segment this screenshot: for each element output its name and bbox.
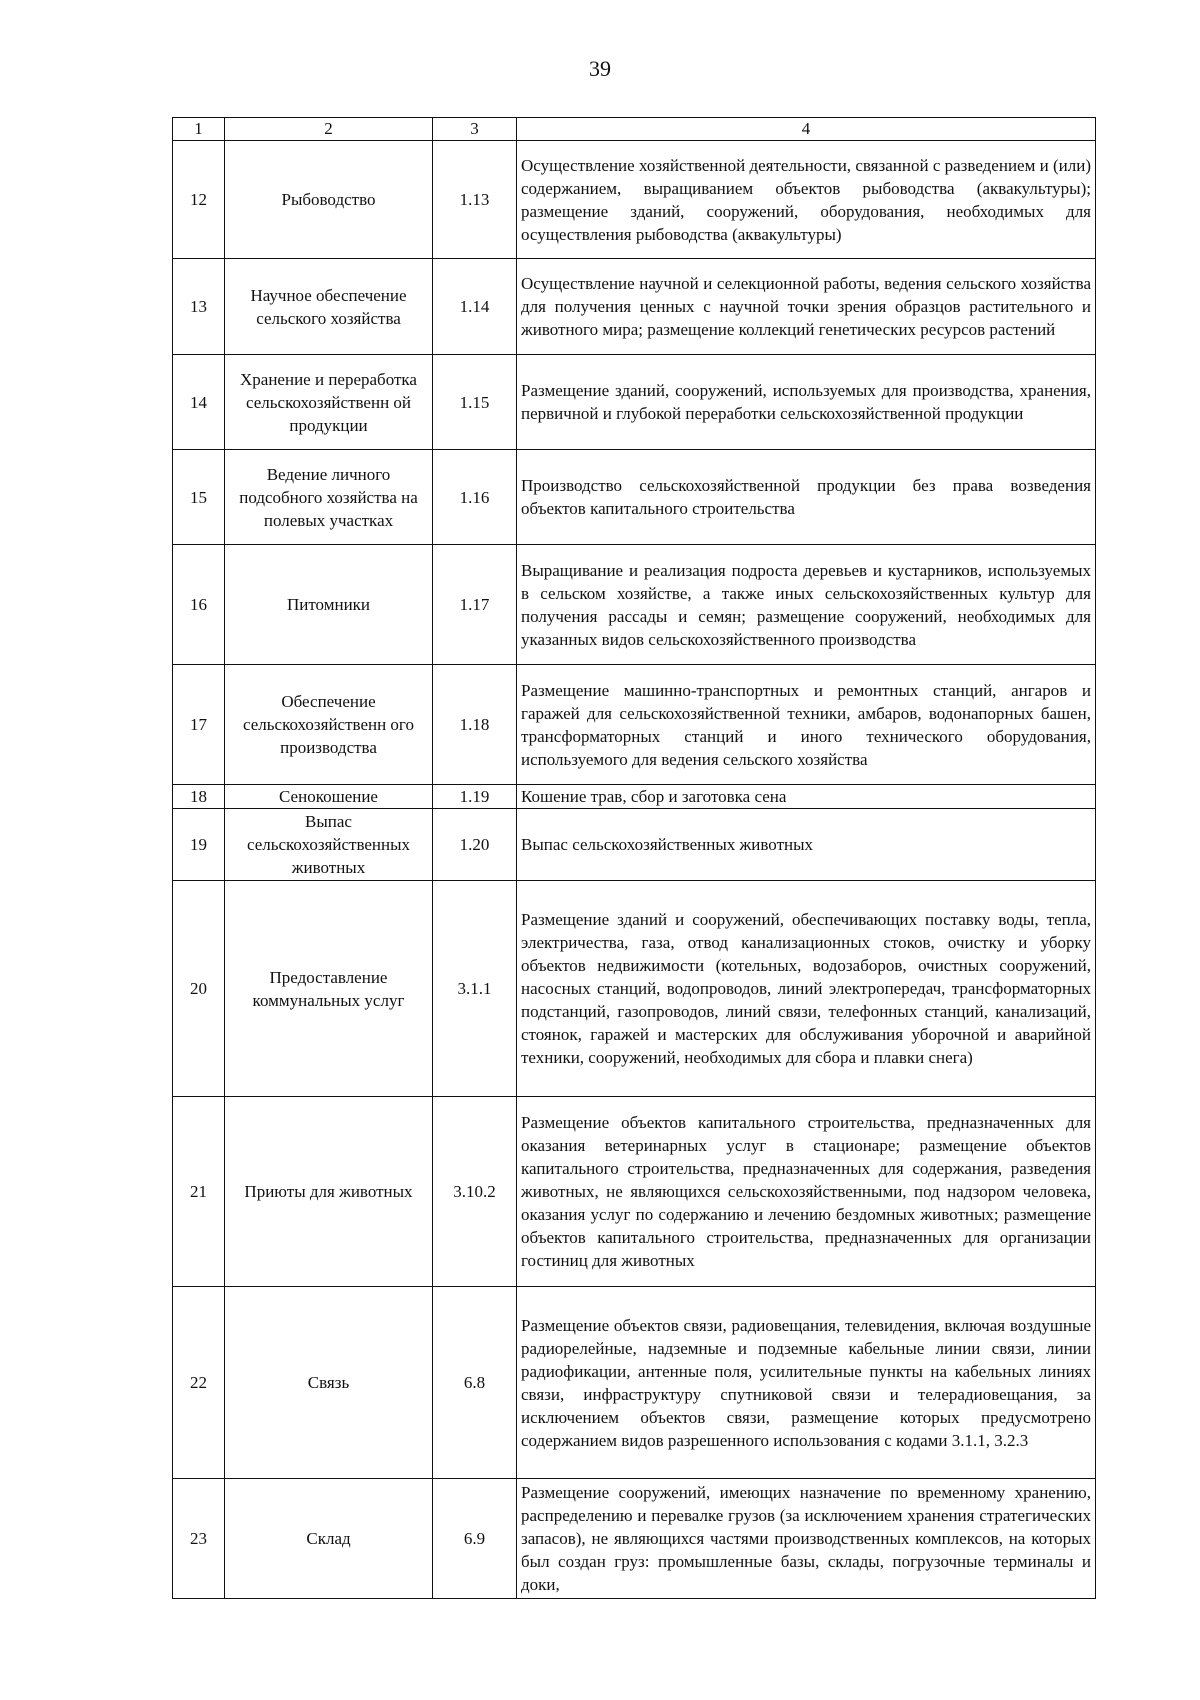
row-number: 18: [173, 785, 225, 809]
use-type-code: 1.20: [433, 809, 517, 881]
table-row: [173, 1097, 1096, 1287]
table-row: [173, 1287, 1096, 1479]
use-type-name: Связь: [225, 1287, 433, 1479]
use-type-name: Сенокошение: [225, 785, 433, 809]
row-number: 15: [173, 450, 225, 545]
use-type-name: Питомники: [225, 545, 433, 665]
land-use-table: [172, 117, 1096, 1599]
row-number: 23: [173, 1479, 225, 1599]
use-type-description: Производство сельскохозяйственной продукции без права возведения объектов капитального строительства: [517, 450, 1096, 545]
use-type-name: Приюты для животных: [225, 1097, 433, 1287]
table-row: [173, 450, 1096, 545]
use-type-code: 1.17: [433, 545, 517, 665]
use-type-description: Размещение сооружений, имеющих назначение по временному хранению, распределению и перевалке грузов (за исключением хранения стратегических запасов), не являющихся частями производственных комплексов, на которых был создан груз: промышленные базы, склады, погрузочные терминалы и доки,: [517, 1479, 1096, 1599]
use-type-description: Выпас сельскохозяйственных животных: [517, 809, 1096, 881]
table-row: [173, 785, 1096, 809]
use-type-name: Рыбоводство: [225, 141, 433, 259]
use-type-description: Размещение машинно-транспортных и ремонтных станций, ангаров и гаражей для сельскохозяйственной техники, амбаров, водонапорных башен, трансформаторных станций и иного технического оборудования, используемого для ведения сельского хозяйства: [517, 665, 1096, 785]
use-type-code: 6.8: [433, 1287, 517, 1479]
row-number: 20: [173, 881, 225, 1097]
use-type-code: 1.19: [433, 785, 517, 809]
use-type-name: Хранение и переработка сельскохозяйственн ой продукции: [225, 355, 433, 450]
table-row: [173, 355, 1096, 450]
use-type-description: Осуществление хозяйственной деятельности, связанной с разведением и (или) содержанием, выращиванием объектов рыбоводства (аквакультуры); размещение зданий, сооружений, оборудования, необходимых для осуществления рыбоводства (аквакультуры): [517, 141, 1096, 259]
use-type-name: Ведение личного подсобного хозяйства на полевых участках: [225, 450, 433, 545]
row-number: 12: [173, 141, 225, 259]
row-number: 13: [173, 259, 225, 355]
row-number: 19: [173, 809, 225, 881]
use-type-code: 1.16: [433, 450, 517, 545]
table-row: [173, 259, 1096, 355]
use-type-code: 1.15: [433, 355, 517, 450]
table-header-row: [173, 118, 1096, 141]
use-type-name: Научное обеспечение сельского хозяйства: [225, 259, 433, 355]
table-row: [173, 141, 1096, 259]
use-type-code: 1.14: [433, 259, 517, 355]
table-row: [173, 881, 1096, 1097]
page-number: 39: [589, 56, 611, 81]
row-number: 17: [173, 665, 225, 785]
use-type-description: Осуществление научной и селекционной работы, ведения сельского хозяйства для получения ценных с научной точки зрения образцов растительного и животного мира; размещение коллекций генетических ресурсов растений: [517, 259, 1096, 355]
header-cell: 2: [225, 118, 433, 141]
table-row: [173, 1479, 1096, 1599]
use-type-description: Размещение объектов капитального строительства, предназначенных для оказания ветеринарных услуг в стационаре; размещение объектов капитального строительства, предназначенных для содержания, разведения животных, не являющихся сельскохозяйственными, под надзором человека, оказания услуг по содержанию и лечению бездомных животных; размещение объектов капитального строительства, предназначенных для организации гостиниц для животных: [517, 1097, 1096, 1287]
table-row: [173, 809, 1096, 881]
use-type-code: 6.9: [433, 1479, 517, 1599]
use-type-description: Выращивание и реализация подроста деревьев и кустарников, используемых в сельском хозяйстве, а также иных сельскохозяйственных культур для получения рассады и семян; размещение сооружений, необходимых для указанных видов сельскохозяйственного производства: [517, 545, 1096, 665]
use-type-code: 1.13: [433, 141, 517, 259]
use-type-name: Выпас сельскохозяйственных животных: [225, 809, 433, 881]
header-cell: 1: [173, 118, 225, 141]
use-type-code: 1.18: [433, 665, 517, 785]
table-row: [173, 665, 1096, 785]
use-type-description: Размещение объектов связи, радиовещания, телевидения, включая воздушные радиорелейные, надземные и подземные кабельные линии связи, линии радиофикации, антенные поля, усилительные пункты на кабельных линиях связи, инфраструктуру спутниковой связи и телерадиовещания, за исключением объектов связи, размещение которых предусмотрено содержанием видов разрешенного использования с кодами 3.1.1, 3.2.3: [517, 1287, 1096, 1479]
row-number: 22: [173, 1287, 225, 1479]
use-type-description: Кошение трав, сбор и заготовка сена: [517, 785, 1096, 809]
header-cell: 4: [517, 118, 1096, 141]
use-type-name: Склад: [225, 1479, 433, 1599]
row-number: 14: [173, 355, 225, 450]
use-type-code: 3.10.2: [433, 1097, 517, 1287]
use-type-name: Обеспечение сельскохозяйственн ого производства: [225, 665, 433, 785]
header-cell: 3: [433, 118, 517, 141]
table-row: [173, 545, 1096, 665]
row-number: 16: [173, 545, 225, 665]
row-number: 21: [173, 1097, 225, 1287]
use-type-description: Размещение зданий и сооружений, обеспечивающих поставку воды, тепла, электричества, газа, отвод канализационных стоков, очистку и уборку объектов недвижимости (котельных, водозаборов, очистных сооружений, насосных станций, водопроводов, линий электропередач, трансформаторных подстанций, газопроводов, линий связи, телефонных станций, канализаций, стоянок, гаражей и мастерских для обслуживания уборочной и аварийной техники, сооружений, необходимых для сбора и плавки снега): [517, 881, 1096, 1097]
use-type-name: Предоставление коммунальных услуг: [225, 881, 433, 1097]
use-type-code: 3.1.1: [433, 881, 517, 1097]
use-type-description: Размещение зданий, сооружений, используемых для производства, хранения, первичной и глубокой переработки сельскохозяйственной продукции: [517, 355, 1096, 450]
